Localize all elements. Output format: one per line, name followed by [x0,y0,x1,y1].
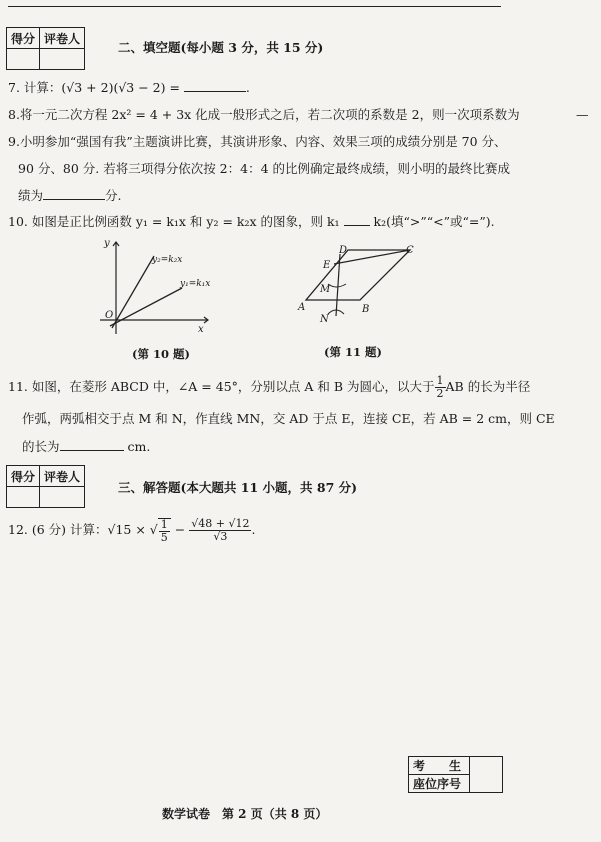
question-9-line-2: 90 分、80 分. 若将三项得分依次按 2：4：4 的比例确定最终成绩，则小明的最终比赛成 [18,161,511,176]
section-3-title: 三、解答题(本大题共 11 小题，共 87 分) [118,480,358,495]
question-8 [8,106,520,124]
question-10 [8,213,495,231]
question-12: 12. (6 分) 计算：√15 × √ $\frac{1}{5}$ − $\frac{√48 + √12}{√3}$ . [8,517,256,544]
question-7-end: . [245,80,250,95]
main-denominator: √3 [213,530,228,543]
line-y2-label: y₂=k₂x [152,255,183,265]
score-label: 得分 [7,466,40,487]
score-box-1 [6,27,85,70]
fraction-denominator: 2 [436,387,444,400]
question-11-line-1 [8,375,530,400]
point-n-label: N [320,314,329,325]
seat-label-row-1: 考 生 [409,757,470,775]
figure-11-rhombus [290,240,430,330]
page-footer: 数学试卷 第 2 页（共 8 页） [162,807,328,821]
sqrt-numerator: 1 [160,517,168,531]
arc-m [328,284,346,287]
question-11-line-3-post: cm. [127,439,151,454]
figure-10-graph [86,236,216,336]
line-y1-label: y₁=k₁x [180,279,211,289]
question-9-line-3-pre: 绩为 [18,188,44,203]
main-fraction [189,518,251,543]
top-rule [8,6,501,7]
grader-cell[interactable] [40,487,85,508]
question-7-text: 7. 计算：(√3 + 2)(√3 − 2) = [8,80,180,95]
score-cell[interactable] [7,487,40,508]
figure-10-caption: (第 10 题) [132,347,190,361]
answer-blank-10[interactable] [344,213,370,226]
question-11-line-1-post: AB 的长为半径 [445,379,531,394]
answer-blank-11[interactable] [60,438,124,451]
x-axis-label: x [198,324,204,335]
question-11-line-2: 作弧，两弧相交于点 M 和 N，作直线 MN，交 AD 于点 E，连接 CE，若 AB = 2 cm，则 CE [22,411,555,426]
score-cell[interactable] [7,49,40,70]
score-box-2 [6,465,85,508]
point-m-label: M [320,284,331,295]
grader-cell[interactable] [40,49,85,70]
minus-sign: − [174,522,186,537]
point-b-label: B [362,304,370,315]
sqrt-fraction [158,518,171,544]
score-label: 得分 [7,28,40,49]
question-10-post: k₂(填“>”“<”或“=”). [373,214,495,229]
question-9-line-1: 9.小明参加“强国有我”主题演讲比赛，其演讲形象、内容、效果三项的成绩分别是 70 分、 [8,134,507,149]
fraction-one-half [435,375,446,400]
question-11-line-3 [22,438,150,456]
question-9-line-3 [18,187,122,205]
question-11-line-1-pre: 11. 如图，在菱形 ABCD 中，∠A = 45°，分别以点 A 和 B 为圆心，以大于 [8,379,435,394]
question-8-text: 8.将一元二次方程 2x² = 4 + 3x 化成一般形式之后，若二次项的系数是 2，则一次项系数为 [8,107,520,122]
section-2-title: 二、填空题(每小题 3 分，共 15 分) [118,40,324,55]
grader-label: 评卷人 [40,466,85,487]
fraction-numerator: 1 [436,374,444,387]
point-c-label: C [406,245,414,256]
question-7 [8,79,250,97]
question-9-line-3-post: 分. [105,188,122,203]
answer-blank-7[interactable] [184,79,246,92]
grader-label: 评卷人 [40,28,85,49]
question-11-line-3-pre: 的长为 [22,439,60,454]
main-numerator: √48 + √12 [191,517,250,530]
y-axis-label: y [104,238,110,249]
seat-number-box [408,756,503,793]
question-8-blank[interactable]: — [576,107,589,122]
seat-label-row-2: 座位序号 [409,775,470,793]
point-e-label: E [323,260,331,271]
point-d-label: D [339,245,348,256]
sqrt-denominator: 5 [160,530,168,544]
figure-11-caption: (第 11 题) [324,345,382,359]
question-10-pre: 10. 如图是正比例函数 y₁ = k₁x 和 y₂ = k₂x 的图象，则 k₁ [8,214,340,229]
question-12-end: . [251,522,256,537]
question-12-pre: 12. (6 分) 计算：√15 × [8,522,146,537]
answer-blank-9[interactable] [43,187,105,200]
line-y2 [112,256,154,328]
origin-label: O [105,310,114,321]
seat-number-cell[interactable] [470,757,503,793]
point-a-label: A [298,302,306,313]
